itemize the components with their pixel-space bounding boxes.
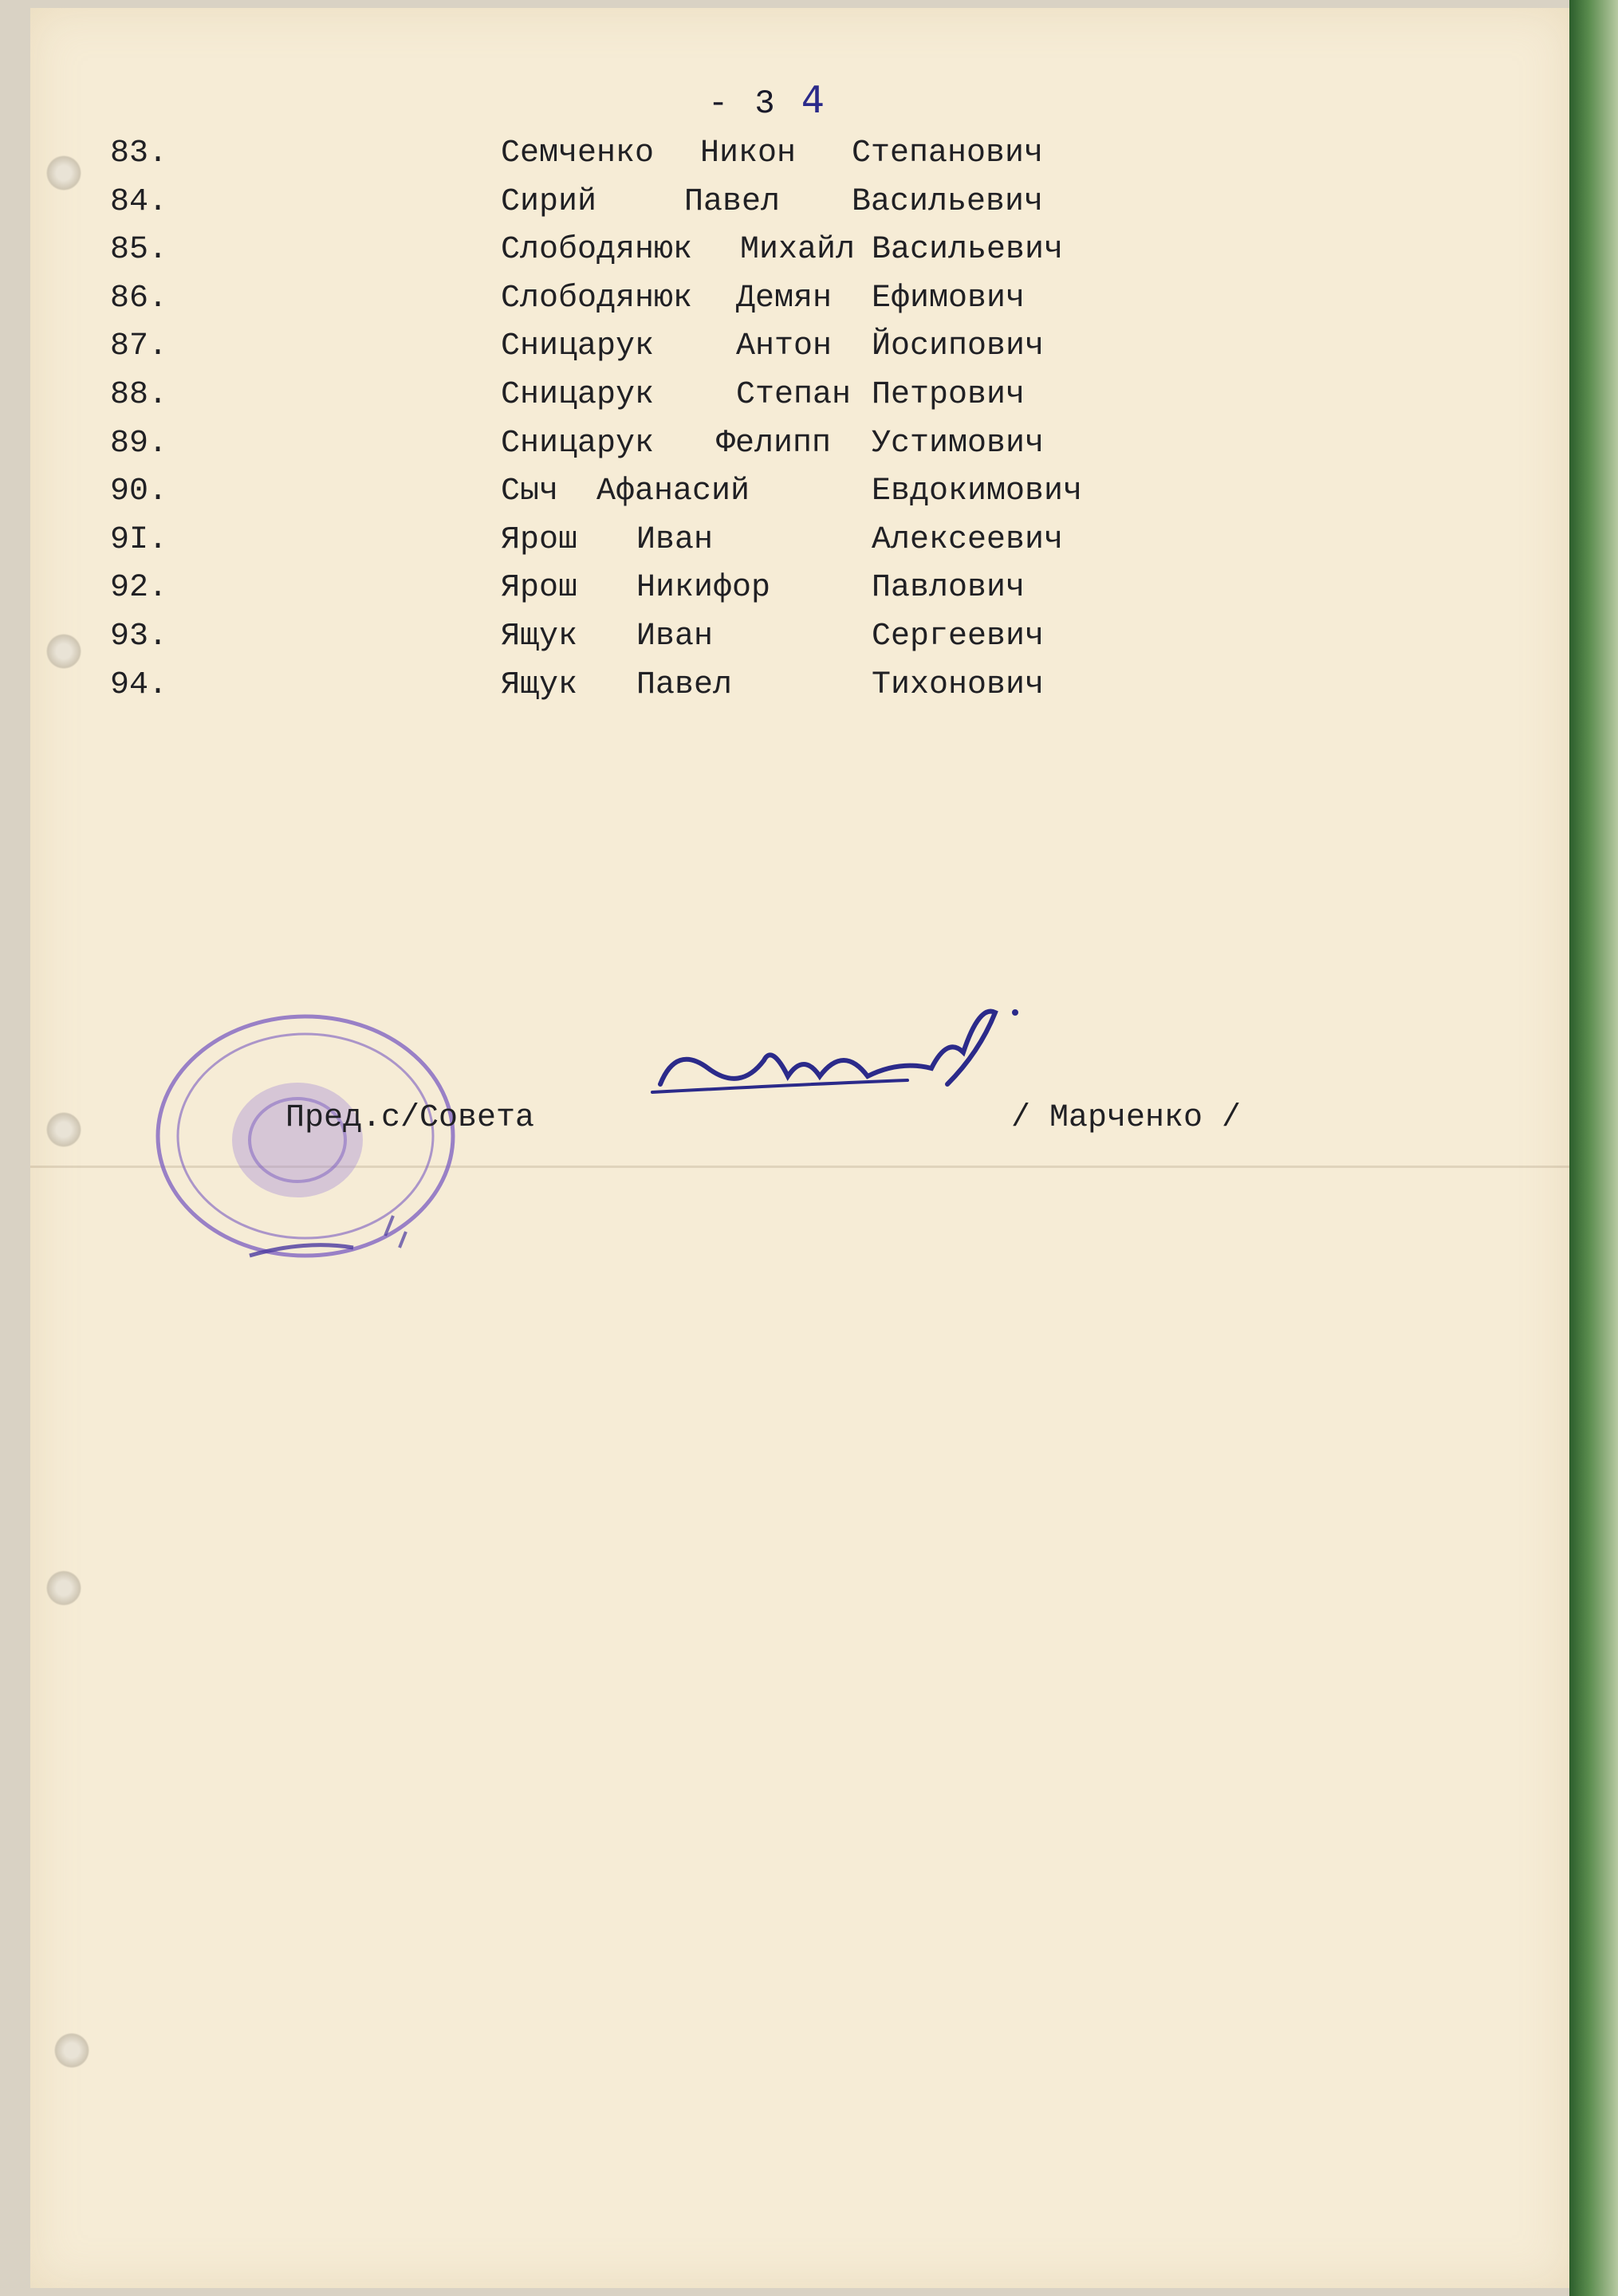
entry-num: 89. <box>110 425 168 462</box>
official-stamp <box>146 1008 497 1280</box>
entry-first: Никифор <box>636 570 771 607</box>
entry-num: 93. <box>110 619 168 655</box>
entry-first: Фелипп <box>716 425 832 462</box>
entry-first: Степан <box>736 377 852 413</box>
entry-num: 88. <box>110 377 168 413</box>
page-number-pen: 4 <box>801 78 829 121</box>
entry-patronymic: Сергеевич <box>872 619 1045 655</box>
entry-surname: Ящук <box>501 666 578 703</box>
entry-surname: Слободянюк <box>501 232 693 269</box>
entry-surname: Сницарук <box>501 377 655 413</box>
entry-surname: Слободянюк <box>501 280 693 316</box>
page-number <box>708 78 828 123</box>
signature-label: Пред.с/Совета <box>285 1100 535 1136</box>
entry-surname: Ярош <box>501 521 578 558</box>
entry-first: Демян <box>736 280 833 316</box>
entry-surname: Ящук <box>501 619 578 655</box>
entry-num: 90. <box>110 474 168 510</box>
entry-surname: Сыч <box>501 474 559 510</box>
entry-num: 84. <box>110 183 168 220</box>
entry-patronymic: Павлович <box>872 570 1026 607</box>
entry-num: 85. <box>110 232 168 269</box>
entry-first: Никон <box>700 136 797 171</box>
punch-hole <box>46 634 81 669</box>
entry-num: 9I. <box>110 521 168 558</box>
entry-first: Павел <box>684 183 781 220</box>
entry-first: Иван <box>636 521 714 558</box>
scan-edge <box>1569 0 1618 2296</box>
handwritten-signature <box>644 989 1059 1132</box>
entry-surname: Ярош <box>501 570 578 607</box>
entry-patronymic: Васильевич <box>852 183 1044 220</box>
punch-hole <box>46 155 81 191</box>
signatory-name: / Марченко / <box>1011 1100 1242 1136</box>
entry-surname: Сирий <box>501 183 597 220</box>
entry-num: 87. <box>110 328 168 365</box>
entry-first: Антон <box>736 328 833 365</box>
entry-patronymic: Алексеевич <box>872 521 1064 558</box>
punch-hole <box>54 2033 89 2068</box>
page-number-typed: - 3 <box>708 85 778 123</box>
entry-patronymic: Тихонович <box>872 666 1045 703</box>
entry-patronymic: Евдокимович <box>872 474 1083 510</box>
entry-num: 94. <box>110 666 168 703</box>
punch-hole <box>46 1112 81 1147</box>
entry-patronymic: Васильевич <box>872 232 1064 269</box>
entry-patronymic: Петрович <box>872 377 1026 413</box>
entry-first: Афанасий <box>596 474 750 510</box>
entry-patronymic: Степанович <box>852 136 1044 171</box>
punch-hole <box>46 1571 81 1606</box>
entry-num: 83. <box>110 136 168 171</box>
entry-first: Павел <box>636 666 733 703</box>
entry-num: 86. <box>110 280 168 316</box>
entry-patronymic: Йосипович <box>872 328 1045 365</box>
entry-first: Иван <box>636 619 714 655</box>
entry-patronymic: Устимович <box>872 425 1045 462</box>
entry-surname: Сницарук <box>501 328 655 365</box>
entry-patronymic: Ефимович <box>872 280 1026 316</box>
entry-num: 92. <box>110 570 168 607</box>
entry-surname: Семченко <box>501 136 655 171</box>
entry-surname: Сницарук <box>501 425 655 462</box>
entry-first: Михайл <box>740 232 856 269</box>
document-page <box>30 8 1569 2288</box>
